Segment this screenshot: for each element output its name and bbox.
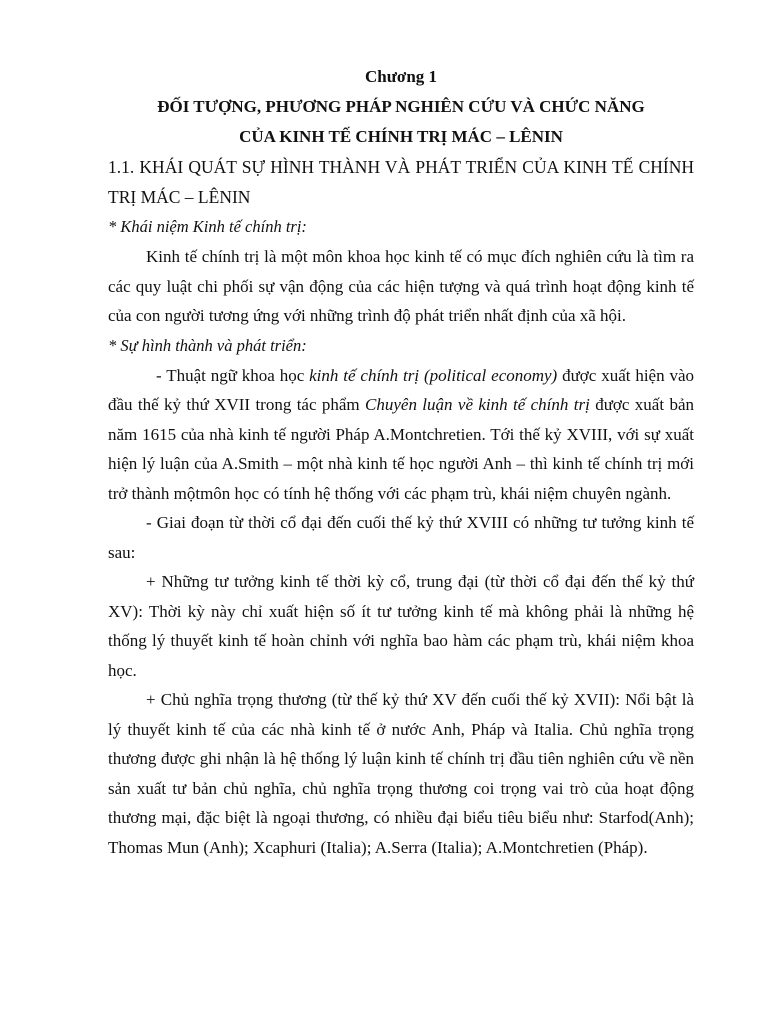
chapter-label: Chương 1 <box>364 67 438 86</box>
term-text-part-1: - Thuật ngữ khoa học <box>156 365 310 385</box>
concept-label: * Khái niệm Kinh tế chính trị: <box>108 217 307 236</box>
document-page <box>108 62 694 862</box>
term-italic-political-economy: kinh tế chính trị (political economy) <box>309 365 558 385</box>
concept-paragraph: Kinh tế chính trị là một môn khoa học kinh tế có mục đích nghiên cứu là tìm ra các quy luật chi phối sự vận động của các hiện tượng và quá trình hoạt động kinh tế của con người tương ứng với những trình độ phát triển nhất định của xã hội. <box>108 247 694 325</box>
paragraph-ancient-thought: + Những tư tưởng kinh tế thời kỳ cổ, trung đại (từ thời cổ đại đến thế kỷ thứ XV): Thời kỳ này chỉ xuất hiện số ít tư tưởng kinh tế mà không phải là những hệ thống lý thuyết kinh tế hoàn chỉnh với nghĩa bao hàm các phạm trù, khái niệm khoa học. <box>108 572 694 680</box>
term-italic-treatise-title: Chuyên luận về kinh tế chính trị <box>365 395 590 414</box>
paragraph-term-origin <box>108 361 694 509</box>
paragraph-mercantilism: + Chủ nghĩa trọng thương (từ thế kỷ thứ XV đến cuối thế kỷ XVII): Nổi bật là lý thuyết kinh tế của các nhà kinh tế ở nước Anh, Pháp và Italia. Chủ nghĩa trọng thương được ghi nhận là hệ thống lý luận kinh tế chính trị đầu tiên nghiên cứu về nền sản xuất tư bản chủ nghĩa, chủ nghĩa trọng thương coi trọng vai trò của hoạt động thương mại, đặc biệt là ngoại thương, có nhiều đại biểu tiêu biểu như: Starfod(Anh); Thomas Mun (Anh); Xcaphuri (Italia); A.Serra (Italia); A.Montchretien (Pháp). <box>108 690 694 857</box>
section-heading: 1.1. KHÁI QUÁT SỰ HÌNH THÀNH VÀ PHÁT TRIỂN CỦA KINH TẾ CHÍNH TRỊ MÁC – LÊNIN <box>108 157 694 207</box>
chapter-title-line-2: CỦA KINH TẾ CHÍNH TRỊ MÁC – LÊNIN <box>239 127 563 146</box>
term-text-part-3: được xuất bản năm 1615 của nhà kinh tế người Pháp A.Montchretien. Tới thế kỷ XVIII, với sự xuất hiện lý luận của A.Smith – một nhà kinh tế học người Anh – thì kinh tế chính trị mới trở thành mộtmôn học có tính hệ thống với các phạm trù, khái niệm chuyên ngành. <box>108 395 694 503</box>
paragraph-period: - Giai đoạn từ thời cổ đại đến cuối thế kỷ thứ XVIII có những tư tưởng kinh tế sau: <box>108 513 694 562</box>
term-text-part-2: được xuất hiện vào đầu thế kỷ thứ XVII trong tác phẩm <box>108 365 695 414</box>
development-label: * Sự hình thành và phát triển: <box>108 335 307 355</box>
chapter-title-line-1: ĐỐI TƯỢNG, PHƯƠNG PHÁP NGHIÊN CỨU VÀ CHỨC NĂNG <box>157 97 645 116</box>
